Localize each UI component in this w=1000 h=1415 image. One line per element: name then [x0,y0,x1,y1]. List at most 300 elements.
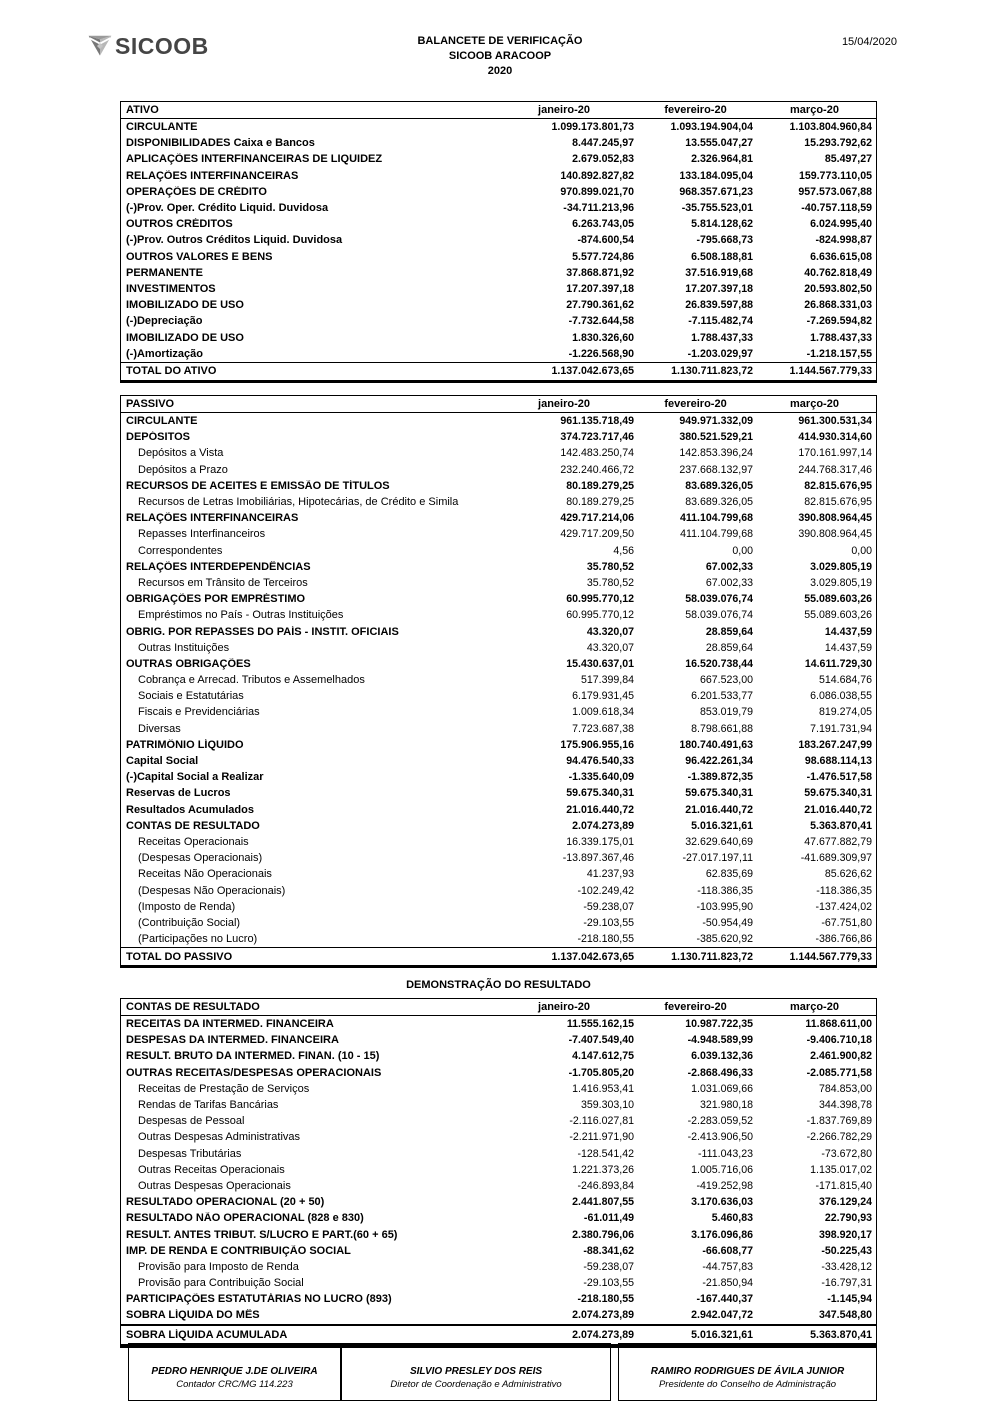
row-label: Capital Social [126,755,199,768]
cell-value: 60.995.770,12 [566,609,634,622]
row-label: (Despesas Operacionais) [138,852,263,865]
column-header-março-20: março-20 [790,398,839,410]
cell-value: -29.103,55 [583,1277,634,1290]
row-label: CIRCULANTE [126,121,198,134]
table-row [121,413,876,429]
cell-value: 347.548,80 [818,1309,872,1322]
cell-value: 0,00 [732,544,753,557]
cell-value: 59.675.340,31 [804,787,872,800]
cell-value: 41.237,93 [586,868,634,881]
column-header-fevereiro-20: fevereiro-20 [664,398,727,410]
cell-value: 14.437,59 [824,641,872,654]
row-label: Outras Instituições [138,641,230,654]
passivo-header-label: PASSIVO [126,398,175,410]
signature-box-contador [128,1343,341,1401]
cell-value: 180.740.491,63 [679,738,753,751]
cell-value: 43.320,07 [586,625,634,638]
cell-value: 390.808.964,45 [798,528,872,541]
cell-value: -73.672,80 [821,1147,872,1160]
column-header-janeiro-20: janeiro-20 [538,398,590,410]
cell-value: 411.104.799,68 [680,528,753,541]
table-row [121,265,876,281]
cell-value: 398.920,17 [818,1228,872,1241]
report-date: 15/04/2020 [841,36,897,48]
row-label: (-)Prov. Outros Créditos Liquid. Duvidosa [126,234,343,247]
cell-value: 142.483.250,74 [560,447,634,460]
cell-value: -61.011,49 [583,1212,634,1225]
table-row [121,1259,876,1275]
table-row [121,510,876,526]
cell-value: -874.600,54 [577,234,634,247]
cell-value: 59.675.340,31 [566,787,634,800]
logo-wordmark: SICOOB [115,32,209,59]
cell-value: -2.085.771,58 [806,1066,872,1079]
table-row [121,184,876,200]
total-value: 1.130.711.823,72 [671,950,753,963]
row-label: Depósitos a Prazo [138,463,228,476]
row-label: RELAÇÕES INTERFINANCEIRAS [126,169,299,182]
cell-value: -4.948.589,99 [687,1034,753,1047]
cell-value: -1.389.872,35 [687,771,753,784]
row-label: Resultados Acumulados [126,803,254,816]
cell-value: -7.115.482,74 [688,315,753,328]
cell-value: 6.086.038,55 [810,690,872,703]
cell-value: -1.705.805,20 [568,1066,634,1079]
cell-value: 1.788.437,33 [810,331,872,344]
cell-value: 414.930.314,60 [798,431,872,444]
cell-value: 1.099.173.801,73 [551,121,634,134]
cell-value: 47.677.882,79 [804,835,872,848]
cell-value: 517.399,84 [580,674,634,687]
row-label: Fiscais e Previdenciárias [138,706,260,719]
cell-value: -824.998,87 [815,234,872,247]
cell-value: 7.191.731,94 [810,722,872,735]
cell-value: 16.520.738,44 [685,657,753,670]
row-label: IMP. DE RENDA E CONTRIBUIÇÃO SOCIAL [126,1244,351,1257]
table-row [121,882,876,898]
cell-value: 968.357.671,23 [679,185,753,198]
row-label: Provisão para Contribuição Social [138,1277,304,1290]
table-row [121,1081,876,1097]
cell-value: -7.269.594,82 [806,315,872,328]
table-row [121,249,876,265]
document-year: 2020 [487,65,513,77]
cell-value: -59.238,07 [583,1260,634,1273]
cell-value: -40.757.118,59 [801,202,872,215]
cell-value: 6.263.743,05 [572,218,634,231]
dre-table [120,998,877,1348]
total-value: 5.016.321,61 [691,1328,753,1341]
cell-value: -59.238,07 [583,900,634,913]
table-row [121,1162,876,1178]
cell-value: 83.689.326,05 [685,496,753,509]
cell-value: -102.249,42 [577,884,634,897]
table-row [121,329,876,345]
cell-value: 429.717.209,50 [560,528,634,541]
cell-value: -27.017.197,11 [682,852,753,865]
signature-box-diretor [341,1343,611,1401]
cell-value: 667.523,00 [699,674,753,687]
cell-value: -118.386,35 [697,884,753,897]
row-label: (Despesas Não Operacionais) [138,884,286,897]
cell-value: 5.460,83 [711,1212,753,1225]
cell-value: 6.179.931,45 [572,690,634,703]
table-row [121,672,876,688]
column-header-fevereiro-20: fevereiro-20 [664,1001,727,1013]
row-label: RECEITAS DA INTERMED. FINANCEIRA [126,1018,334,1031]
cell-value: 237.668.132,97 [679,463,753,476]
total-value: 5.363.870,41 [810,1328,872,1341]
row-label: (-)Prov. Oper. Crédito Liquid. Duvidosa [126,202,329,215]
cell-value: 67.002,33 [705,576,753,589]
cell-value: 133.184.095,04 [679,169,753,182]
cell-value: 67.002,33 [705,560,753,573]
table-row [121,1146,876,1162]
row-label: Sociais e Estatutárias [138,690,244,703]
cell-value: 3.176.096,86 [691,1228,753,1241]
cell-value: 5.577.724,86 [572,250,634,263]
cell-value: 17.207.397,18 [566,282,634,295]
cell-value: 2.074.273,89 [572,1309,634,1322]
row-label: INVESTIMENTOS [126,282,216,295]
cell-value: 6.636.615,08 [810,250,872,263]
cell-value: -1.476.517,58 [806,771,872,784]
table-row [121,313,876,329]
row-label: CIRCULANTE [126,415,198,428]
cell-value: -7.732.644,58 [568,315,634,328]
table-row [121,737,876,753]
table-row [121,704,876,720]
row-label: Receitas Operacionais [138,835,249,848]
row-label: Empréstimos no País - Outras Instituições [138,609,344,622]
row-label: OUTRAS RECEITAS/DESPESAS OPERACIONAIS [126,1066,382,1079]
cell-value: 232.240.466,72 [560,463,634,476]
cell-value: 1.093.194.904,04 [670,121,753,134]
cell-value: 11.868.611,00 [805,1018,872,1031]
table-row [121,216,876,232]
table-row [121,445,876,461]
cell-value: -50.954,49 [702,916,753,929]
cell-value: -9.406.710,18 [806,1034,872,1047]
cell-value: 55.089.603,26 [804,609,872,622]
row-label: IMOBILIZADO DE USO [126,331,244,344]
table-row [121,1097,876,1113]
cell-value: -1.203.029,97 [687,347,753,360]
table-row [121,1226,876,1242]
table-row [121,1275,876,1291]
total-value: 2.074.273,89 [572,1328,634,1341]
cell-value: 1.005.716,06 [691,1163,753,1176]
cell-value: -44.757,83 [702,1260,753,1273]
cell-value: 159.773.110,05 [798,169,872,182]
cell-value: 28.859,64 [705,625,753,638]
row-label: PARTICIPAÇÕES ESTATUTÁRIAS NO LUCRO (893) [126,1293,392,1306]
cell-value: -2.868.496,33 [687,1066,753,1079]
row-label: Outras Despesas Administrativas [138,1131,301,1144]
table-row [121,1016,876,1032]
cell-value: 1.416.953,41 [572,1082,634,1095]
row-label: Outras Despesas Operacionais [138,1179,291,1192]
cell-value: 20.593.802,50 [804,282,872,295]
cell-value: -1.145,94 [827,1293,872,1306]
cell-value: -795.668,73 [696,234,753,247]
column-header-janeiro-20: janeiro-20 [538,104,590,116]
cell-value: -111.043,23 [698,1147,753,1160]
total-value: 1.144.567.779,33 [789,365,872,378]
cell-value: 21.016.440,72 [566,803,634,816]
table-row [121,1113,876,1129]
cell-value: 1.031.069,66 [691,1082,753,1095]
cell-value: 8.798.661,88 [691,722,753,735]
cell-value: 17.207.397,18 [685,282,753,295]
cell-value: 43.320,07 [586,641,634,654]
row-label: DESPESAS DA INTERMED. FINANCEIRA [126,1034,339,1047]
signature-role: Contador CRC/MG 114.223 [176,1379,293,1390]
row-label: Recursos de Letras Imobiliárias, Hipotecárias, de Crédito e Simila [138,496,459,509]
table-row [121,931,876,947]
cell-value: 957.573.067,88 [798,185,872,198]
cell-value: 5.016.321,61 [691,819,753,832]
cell-value: 37.516.919,68 [685,266,753,279]
table-row [121,785,876,801]
cell-value: 5.363.870,41 [810,819,872,832]
cell-value: 175.906.955,16 [560,738,634,751]
table-row [121,575,876,591]
table-row [121,232,876,248]
table-row [121,1178,876,1194]
signature-role: Presidente do Conselho de Administração [658,1379,837,1390]
row-label: DISPONIBILIDADES Caixa e Bancos [126,137,315,150]
cell-value: 94.476.540,33 [566,755,634,768]
table-row [121,543,876,559]
column-header-fevereiro-20: fevereiro-20 [664,104,727,116]
row-label: (Participações no Lucro) [138,933,258,946]
cell-value: 11.555.162,15 [566,1018,634,1031]
row-label: Depósitos a Vista [138,447,224,460]
cell-value: 2.380.796,06 [572,1228,634,1241]
cell-value: -21.850,94 [702,1277,753,1290]
row-label: RELAÇÕES INTERFINANCEIRAS [126,512,299,525]
row-label: RESULTADO NÃO OPERACIONAL (828 e 830) [126,1212,364,1225]
cell-value: 784.853,00 [818,1082,872,1095]
cell-value: 6.201.533,77 [691,690,753,703]
cell-value: 55.089.603,26 [804,593,872,606]
cell-value: 4.147.612,75 [572,1050,634,1063]
row-label: Reservas de Lucros [126,787,231,800]
cell-value: 6.508.188,81 [691,250,753,263]
table-row [121,1210,876,1226]
cell-value: 40.762.818,49 [804,266,872,279]
cell-value: -29.103,55 [583,916,634,929]
table-row [121,591,876,607]
cell-value: 961.300.531,34 [798,415,872,428]
row-label: RESULT. ANTES TRIBUT. S/LUCRO E PART.(60 + 65) [126,1228,398,1241]
table-row [121,494,876,510]
total-value: 1.130.711.823,72 [671,365,753,378]
table-row [121,1129,876,1145]
document-title: BALANCETE DE VERIFICAÇÃO [417,35,583,47]
cell-value: -1.218.157,55 [806,347,872,360]
table-row [121,753,876,769]
row-label: Cobrança e Arrecad. Tributos e Assemelhados [138,674,365,687]
table-row [121,1065,876,1081]
column-header-janeiro-20: janeiro-20 [538,1001,590,1013]
cell-value: 819.274,05 [818,706,872,719]
cell-value: 170.161.997,14 [798,447,872,460]
table-row [121,346,876,362]
cell-value: 244.768.317,46 [798,463,872,476]
document-subtitle: SICOOB ARACOOP [448,50,552,62]
row-label: Receitas Não Operacionais [138,868,272,881]
cell-value: 85.626,62 [824,868,872,881]
cell-value: 14.611.729,30 [804,657,872,670]
table-row [121,1243,876,1259]
signature-name: PEDRO HENRIQUE J.DE OLIVEIRA [151,1366,318,1377]
ativo-header-label: ATIVO [126,104,159,116]
cell-value: -50.225,43 [821,1244,872,1257]
cell-value: 35.780,52 [586,576,634,589]
row-label: Despesas Tributárias [138,1147,242,1160]
table-row [121,200,876,216]
row-label: APLICAÇÕES INTERFINANCEIRAS DE LIQUIDEZ [126,153,383,166]
cell-value: 10.987.722,35 [685,1018,753,1031]
cell-value: 26.868.331,03 [804,299,872,312]
cell-value: 1.009.618,34 [572,706,634,719]
cell-value: 7.723.687,38 [572,722,634,735]
cell-value: -385.620,92 [696,933,753,946]
cell-value: 35.780,52 [586,560,634,573]
row-label: RELAÇÕES INTERDEPENDÊNCIAS [126,560,311,573]
total-label: TOTAL DO ATIVO [126,365,217,378]
table-row [121,429,876,445]
cell-value: 59.675.340,31 [685,787,753,800]
table-row [121,526,876,542]
table-row [121,1032,876,1048]
row-label: Outras Receitas Operacionais [138,1163,285,1176]
dre-section-title: DEMONSTRAÇÃO DO RESULTADO [406,979,591,991]
cell-value: 514.684,76 [818,674,872,687]
cell-value: 82.815.676,95 [804,496,872,509]
signature-name: SILVIO PRESLEY DOS REIS [409,1366,543,1377]
passivo-total-row [121,947,876,968]
cell-value: -2.116.027,81 [569,1115,634,1128]
cell-value: -118.386,35 [816,884,872,897]
cell-value: 16.339.175,01 [566,835,634,848]
cell-value: -35.755.523,01 [681,202,753,215]
table-row [121,640,876,656]
table-row [121,1291,876,1307]
row-label: (Contribuição Social) [138,916,241,929]
cell-value: 142.853.396,24 [679,447,753,460]
row-label: Recursos em Trânsito de Terceiros [138,576,308,589]
cell-value: 60.995.770,12 [566,593,634,606]
cell-value: 15.293.792,62 [804,137,872,150]
table-row [121,462,876,478]
cell-value: 21.016.440,72 [685,803,753,816]
row-label: DEPÓSITOS [126,431,190,444]
table-row [121,135,876,151]
ativo-header-row [121,101,876,119]
cell-value: 1.830.326,60 [572,331,634,344]
total-value: 1.137.042.673,65 [551,365,634,378]
cell-value: -2.266.782,29 [806,1131,872,1144]
passivo-table [120,395,877,968]
ativo-total-row [121,362,876,383]
cell-value: 429.717.214,06 [560,512,634,525]
cell-value: -1.335.640,09 [568,771,634,784]
cell-value: -67.751,80 [821,916,872,929]
cell-value: 82.815.676,95 [804,479,872,492]
row-label: (Imposto de Renda) [138,900,236,913]
cell-value: 4,56 [613,544,634,557]
cell-value: 58.039.076,74 [685,609,753,622]
table-row [121,866,876,882]
row-label: Correspondentes [138,544,223,557]
table-row [121,915,876,931]
cell-value: -33.428,12 [821,1260,872,1273]
row-label: OPERAÇÕES DE CRÉDITO [126,185,267,198]
dre-header-row [121,998,876,1016]
cell-value: 83.689.326,05 [685,479,753,492]
cell-value: 96.422.261,34 [685,755,753,768]
cell-value: 2.679.052,83 [572,153,634,166]
table-row [121,623,876,639]
row-label: CONTAS DE RESULTADO [126,819,260,832]
cell-value: 26.839.597,88 [685,299,753,312]
cell-value: -16.797,31 [821,1277,872,1290]
row-label: IMOBILIZADO DE USO [126,299,244,312]
cell-value: -246.893,84 [577,1179,634,1192]
cell-value: -2.413.906,50 [687,1131,753,1144]
cell-value: -1.226.568,90 [568,347,634,360]
table-row [121,151,876,167]
column-header-março-20: março-20 [790,104,839,116]
row-label: (-)Amortização [126,347,204,360]
cell-value: 374.723.717,46 [560,431,634,444]
cell-value: -66.608,77 [702,1244,753,1257]
row-label: Despesas de Pessoal [138,1115,245,1128]
row-label: Provisão para Imposto de Renda [138,1260,299,1273]
cell-value: -137.424,02 [815,900,872,913]
cell-value: 961.135.718,49 [560,415,634,428]
row-label: PERMANENTE [126,266,204,279]
cell-value: -419.252,98 [696,1179,753,1192]
cell-value: 15.430.637,01 [566,657,634,670]
row-label: OUTROS CRÉDITOS [126,218,233,231]
cell-value: 183.267.247,99 [798,738,872,751]
cell-value: 344.398,78 [818,1099,872,1112]
table-row [121,899,876,915]
row-label: RESULTADO OPERACIONAL (20 + 50) [126,1196,325,1209]
row-label: Repasses Interfinanceiros [138,528,266,541]
cell-value: -167.440,37 [696,1293,753,1306]
table-row [121,1194,876,1210]
cell-value: 376.129,24 [818,1196,872,1209]
total-value: 1.144.567.779,33 [789,950,872,963]
cell-value: 380.521.529,21 [679,431,753,444]
cell-value: 28.859,64 [705,641,753,654]
cell-value: 13.555.047,27 [685,137,753,150]
cell-value: 853.019,79 [699,706,753,719]
cell-value: -34.711.213,96 [563,202,634,215]
table-row [121,478,876,494]
cell-value: 98.688.114,13 [804,755,872,768]
row-label: Diversas [138,722,181,735]
cell-value: -218.180,55 [577,1293,634,1306]
table-row [121,769,876,785]
row-label: OBRIG. POR REPASSES DO PAÍS - INSTIT. OFICIAIS [126,625,399,638]
row-label: SOBRA LÍQUIDA DO MÊS [126,1309,260,1322]
